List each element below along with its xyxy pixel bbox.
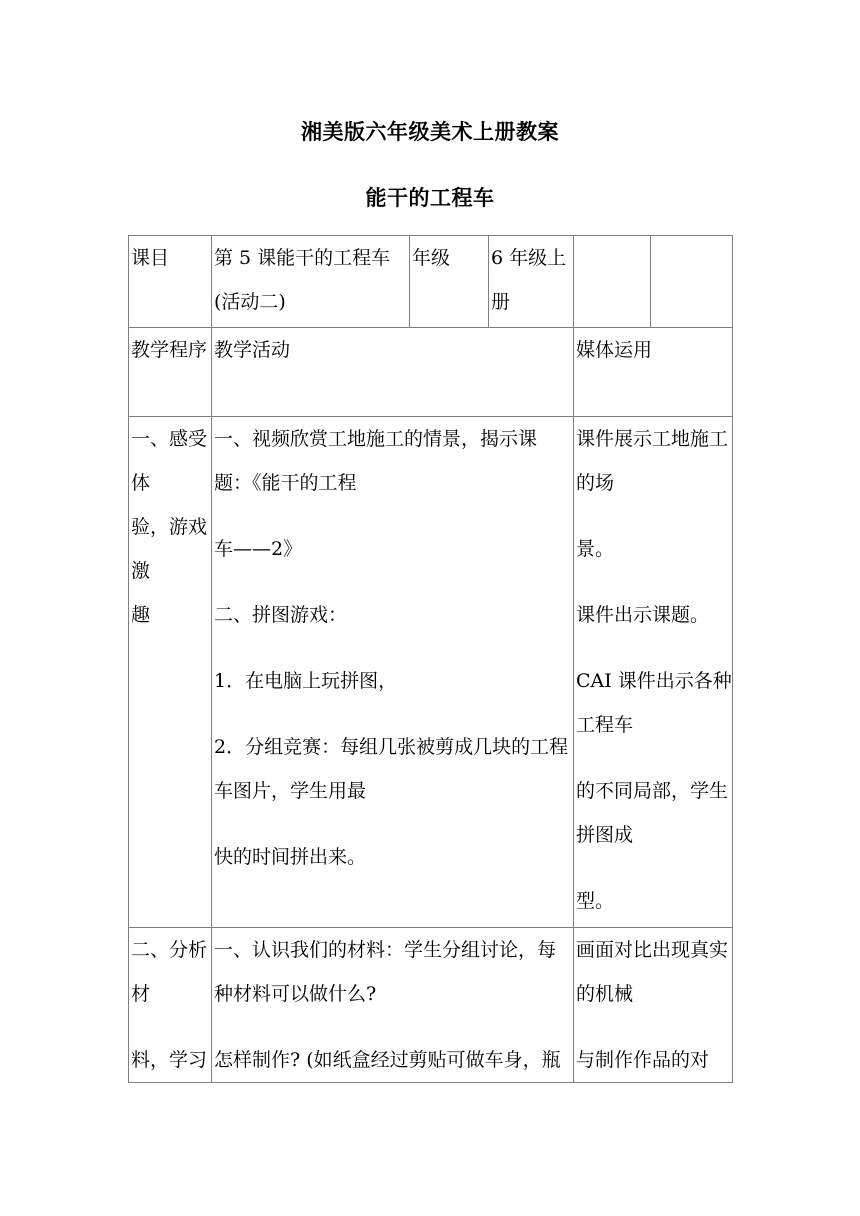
- procedure-line: 料，学习: [131, 1049, 208, 1071]
- activity-header: 教学活动: [214, 339, 291, 361]
- media-header-cell: [574, 328, 733, 417]
- header-row: [129, 236, 733, 328]
- procedure-header: 教学程序: [131, 339, 208, 361]
- activity-line: 一、视频欣赏工地施工的情景，揭示课题：《能干的工程: [214, 428, 538, 494]
- media-line: 课件展示工地施工的场: [576, 428, 729, 494]
- media-line: 与制作作品的对: [576, 1049, 710, 1071]
- activity-cell: [212, 417, 574, 928]
- lesson-plan-table: [128, 235, 733, 1083]
- subject-label-cell: [129, 236, 212, 328]
- grade-value: 6 年级上册: [491, 247, 567, 313]
- media-line: 景。: [576, 538, 615, 560]
- section-row: [129, 928, 733, 1083]
- activity-line: 车——2》: [214, 538, 303, 560]
- grade-value-cell: [489, 236, 574, 328]
- media-line: 画面对比出现真实的机械: [576, 939, 729, 1005]
- activity-line: 二、拼图游戏：: [214, 604, 348, 626]
- activity-line: 快的时间拼出来。: [214, 846, 367, 868]
- procedure-cell: [129, 417, 212, 928]
- procedure-cell: [129, 928, 212, 1083]
- media-cell: [574, 417, 733, 928]
- grade-label-cell: [410, 236, 489, 328]
- procedure-line: 一、感受体: [131, 428, 208, 494]
- media-header: 媒体运用: [576, 339, 653, 361]
- activity-header-cell: [212, 328, 574, 417]
- media-line: 课件出示课题。: [576, 604, 710, 626]
- procedure-line: 二、分析材: [131, 939, 208, 1005]
- empty-cell: [651, 236, 733, 328]
- media-line: 型。: [576, 890, 615, 912]
- grade-label: 年级: [412, 247, 451, 269]
- activity-line: 2．分组竞赛：每组几张被剪成几块的工程车图片，学生用最: [214, 736, 569, 802]
- activity-line: 1．在电脑上玩拼图，: [214, 670, 398, 692]
- media-line: 的不同局部，学生拼图成: [576, 780, 729, 846]
- procedure-line: 趣: [131, 604, 151, 626]
- lesson-title: 能干的工程车: [365, 186, 495, 210]
- subject-value: 第 5 课能干的工程车(活动二): [214, 247, 391, 313]
- activity-line: 一、认识我们的材料：学生分组讨论，每种材料可以做什么?: [214, 939, 557, 1005]
- document-title: 湘美版六年级美术上册教案: [301, 120, 559, 144]
- activity-line: 怎样制作? (如纸盒经过剪贴可做车身，瓶: [214, 1049, 561, 1071]
- subject-value-cell: [212, 236, 410, 328]
- subject-label: 课目: [131, 247, 170, 269]
- empty-cell: [574, 236, 651, 328]
- column-header-row: [129, 328, 733, 417]
- procedure-line: 验，游戏激: [131, 516, 208, 582]
- section-row: [129, 417, 733, 928]
- media-cell: [574, 928, 733, 1083]
- activity-cell: [212, 928, 574, 1083]
- media-line: CAI 课件出示各种工程车: [576, 670, 732, 736]
- procedure-header-cell: [129, 328, 212, 417]
